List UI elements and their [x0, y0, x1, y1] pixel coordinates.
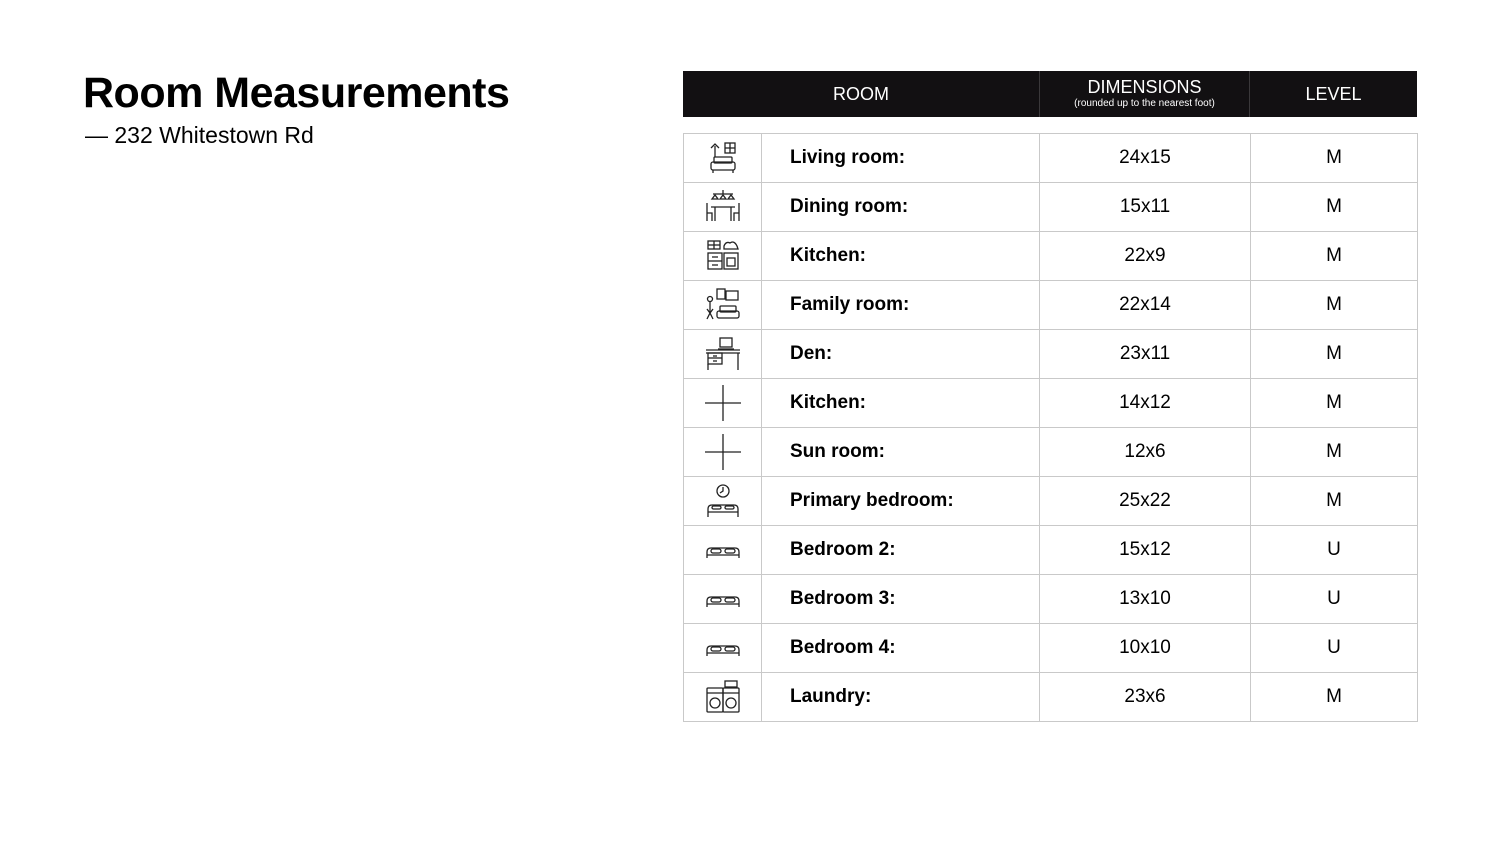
room-level: U — [1250, 623, 1418, 673]
room-dimensions: 25x22 — [1039, 476, 1251, 526]
room-name: Kitchen: — [761, 231, 1040, 281]
bed-icon — [703, 628, 743, 668]
header-dimensions-label: DIMENSIONS — [1087, 77, 1202, 98]
header-dimensions — [1040, 71, 1250, 117]
table-row — [683, 231, 1418, 280]
room-icon-cell — [683, 476, 762, 526]
laundry-icon — [703, 677, 743, 717]
header-dimensions-note: (rounded up to the nearest foot) — [1074, 97, 1215, 109]
room-level: M — [1250, 133, 1418, 183]
room-name: Bedroom 2: — [761, 525, 1040, 575]
room-level: M — [1250, 672, 1418, 722]
room-icon-cell — [683, 133, 762, 183]
room-icon-cell — [683, 574, 762, 624]
room-dimensions: 23x11 — [1039, 329, 1251, 379]
room-icon-cell — [683, 182, 762, 232]
room-dimensions: 15x12 — [1039, 525, 1251, 575]
table-row — [683, 427, 1418, 476]
room-dimensions: 14x12 — [1039, 378, 1251, 428]
table-row — [683, 672, 1418, 721]
page-title: Room Measurements — [83, 69, 510, 117]
room-name: Bedroom 3: — [761, 574, 1040, 624]
room-name: Primary bedroom: — [761, 476, 1040, 526]
room-icon-cell — [683, 329, 762, 379]
room-level: M — [1250, 231, 1418, 281]
room-level: U — [1250, 574, 1418, 624]
family-room-icon — [703, 285, 743, 325]
room-level: M — [1250, 280, 1418, 330]
bed-icon — [703, 530, 743, 570]
room-table — [683, 133, 1418, 721]
living-room-icon — [703, 138, 743, 178]
room-dimensions: 24x15 — [1039, 133, 1251, 183]
room-icon-cell — [683, 427, 762, 477]
table-row — [683, 623, 1418, 672]
bed-clock-icon — [703, 481, 743, 521]
room-level: M — [1250, 182, 1418, 232]
room-dimensions: 23x6 — [1039, 672, 1251, 722]
table-row — [683, 182, 1418, 231]
room-icon-cell — [683, 231, 762, 281]
room-dimensions: 10x10 — [1039, 623, 1251, 673]
room-name: Bedroom 4: — [761, 623, 1040, 673]
room-icon-cell — [683, 623, 762, 673]
room-level: M — [1250, 329, 1418, 379]
table-row — [683, 525, 1418, 574]
table-row — [683, 329, 1418, 378]
room-dimensions: 12x6 — [1039, 427, 1251, 477]
header-level: LEVEL — [1305, 83, 1362, 104]
table-row — [683, 378, 1418, 427]
room-name: Living room: — [761, 133, 1040, 183]
room-icon-cell — [683, 525, 762, 575]
page-subtitle: — 232 Whitestown Rd — [85, 122, 314, 148]
room-level: M — [1250, 427, 1418, 477]
table-row — [683, 133, 1418, 182]
room-name: Dining room: — [761, 182, 1040, 232]
room-name: Kitchen: — [761, 378, 1040, 428]
placeholder-cross-icon — [703, 383, 743, 423]
room-dimensions: 22x9 — [1039, 231, 1251, 281]
room-icon-cell — [683, 672, 762, 722]
table-row — [683, 476, 1418, 525]
table-row — [683, 574, 1418, 623]
room-name: Sun room: — [761, 427, 1040, 477]
room-dimensions: 22x14 — [1039, 280, 1251, 330]
room-dimensions: 15x11 — [1039, 182, 1251, 232]
room-name: Laundry: — [761, 672, 1040, 722]
kitchen-icon — [703, 236, 743, 276]
dining-room-icon — [703, 187, 743, 227]
table-header — [683, 71, 1417, 117]
room-level: U — [1250, 525, 1418, 575]
table-row — [683, 280, 1418, 329]
room-name: Den: — [761, 329, 1040, 379]
room-name: Family room: — [761, 280, 1040, 330]
desk-icon — [703, 334, 743, 374]
room-dimensions: 13x10 — [1039, 574, 1251, 624]
room-level: M — [1250, 476, 1418, 526]
header-room: ROOM — [683, 71, 1040, 117]
placeholder-cross-icon — [703, 432, 743, 472]
room-icon-cell — [683, 280, 762, 330]
room-icon-cell — [683, 378, 762, 428]
bed-icon — [703, 579, 743, 619]
room-level: M — [1250, 378, 1418, 428]
